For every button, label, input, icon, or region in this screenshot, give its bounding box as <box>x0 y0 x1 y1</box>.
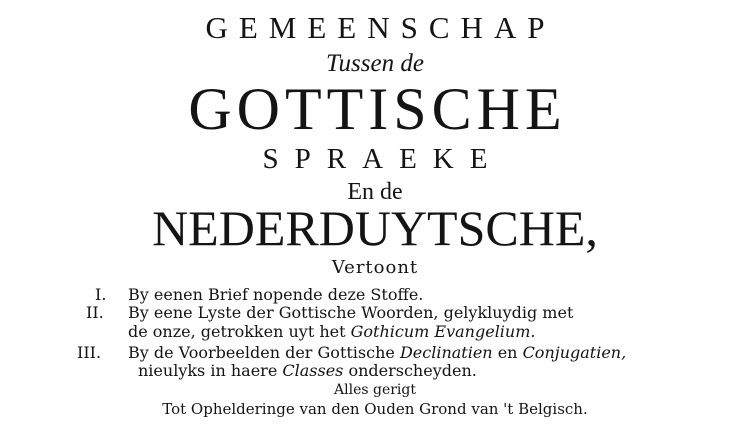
item-2-text: By eene Lyste der Gottische Woorden, gelykluydig met <box>128 303 574 322</box>
item-2-continuation-italic: Gothicum Evangelium. <box>350 322 536 341</box>
heading-gemeenschap: GEMEENSCHAP <box>205 10 556 45</box>
item-1-numeral: I. <box>95 285 107 304</box>
item-2-numeral: II. <box>86 303 104 322</box>
closing-line: Tot Ophelderinge van den Ouden Grond van 't Belgisch. <box>162 400 588 418</box>
item-3-text-roman: By de Voorbeelden der Gottische <box>128 343 400 362</box>
item-2-continuation-roman: de onze, getrokken uyt het <box>128 322 351 341</box>
item-3-continuation <box>138 363 477 379</box>
item-3-text <box>128 345 626 361</box>
item-3-continuation-italic: Classes <box>282 361 344 380</box>
subheading-alles-gerigt: Alles gerigt <box>334 382 416 398</box>
item-1-text: By eenen Brief nopende deze Stoffe. <box>128 285 424 304</box>
item-3-text-italic-conjugatien: Conjugatien, <box>522 343 627 362</box>
item-3-numeral: III. <box>77 343 102 362</box>
heading-gottische: GOTTISCHE <box>188 76 567 142</box>
item-3-text-en: en <box>492 343 523 362</box>
subheading-en-de: En de <box>347 179 403 205</box>
item-3-continuation-end: onderscheyden. <box>343 361 477 380</box>
heading-nederduytsche: NEDERDUYTSCHE, <box>152 200 598 256</box>
item-3-continuation-roman: nieulyks in haere <box>138 361 283 380</box>
item-3-text-italic-declinatien: Declinatien <box>399 343 493 362</box>
heading-spraeke: SPRAEKE <box>262 143 504 175</box>
item-2-continuation <box>128 324 535 340</box>
subheading-vertoont: Vertoont <box>331 257 419 278</box>
subheading-tussen-de: Tussen de <box>326 50 424 77</box>
